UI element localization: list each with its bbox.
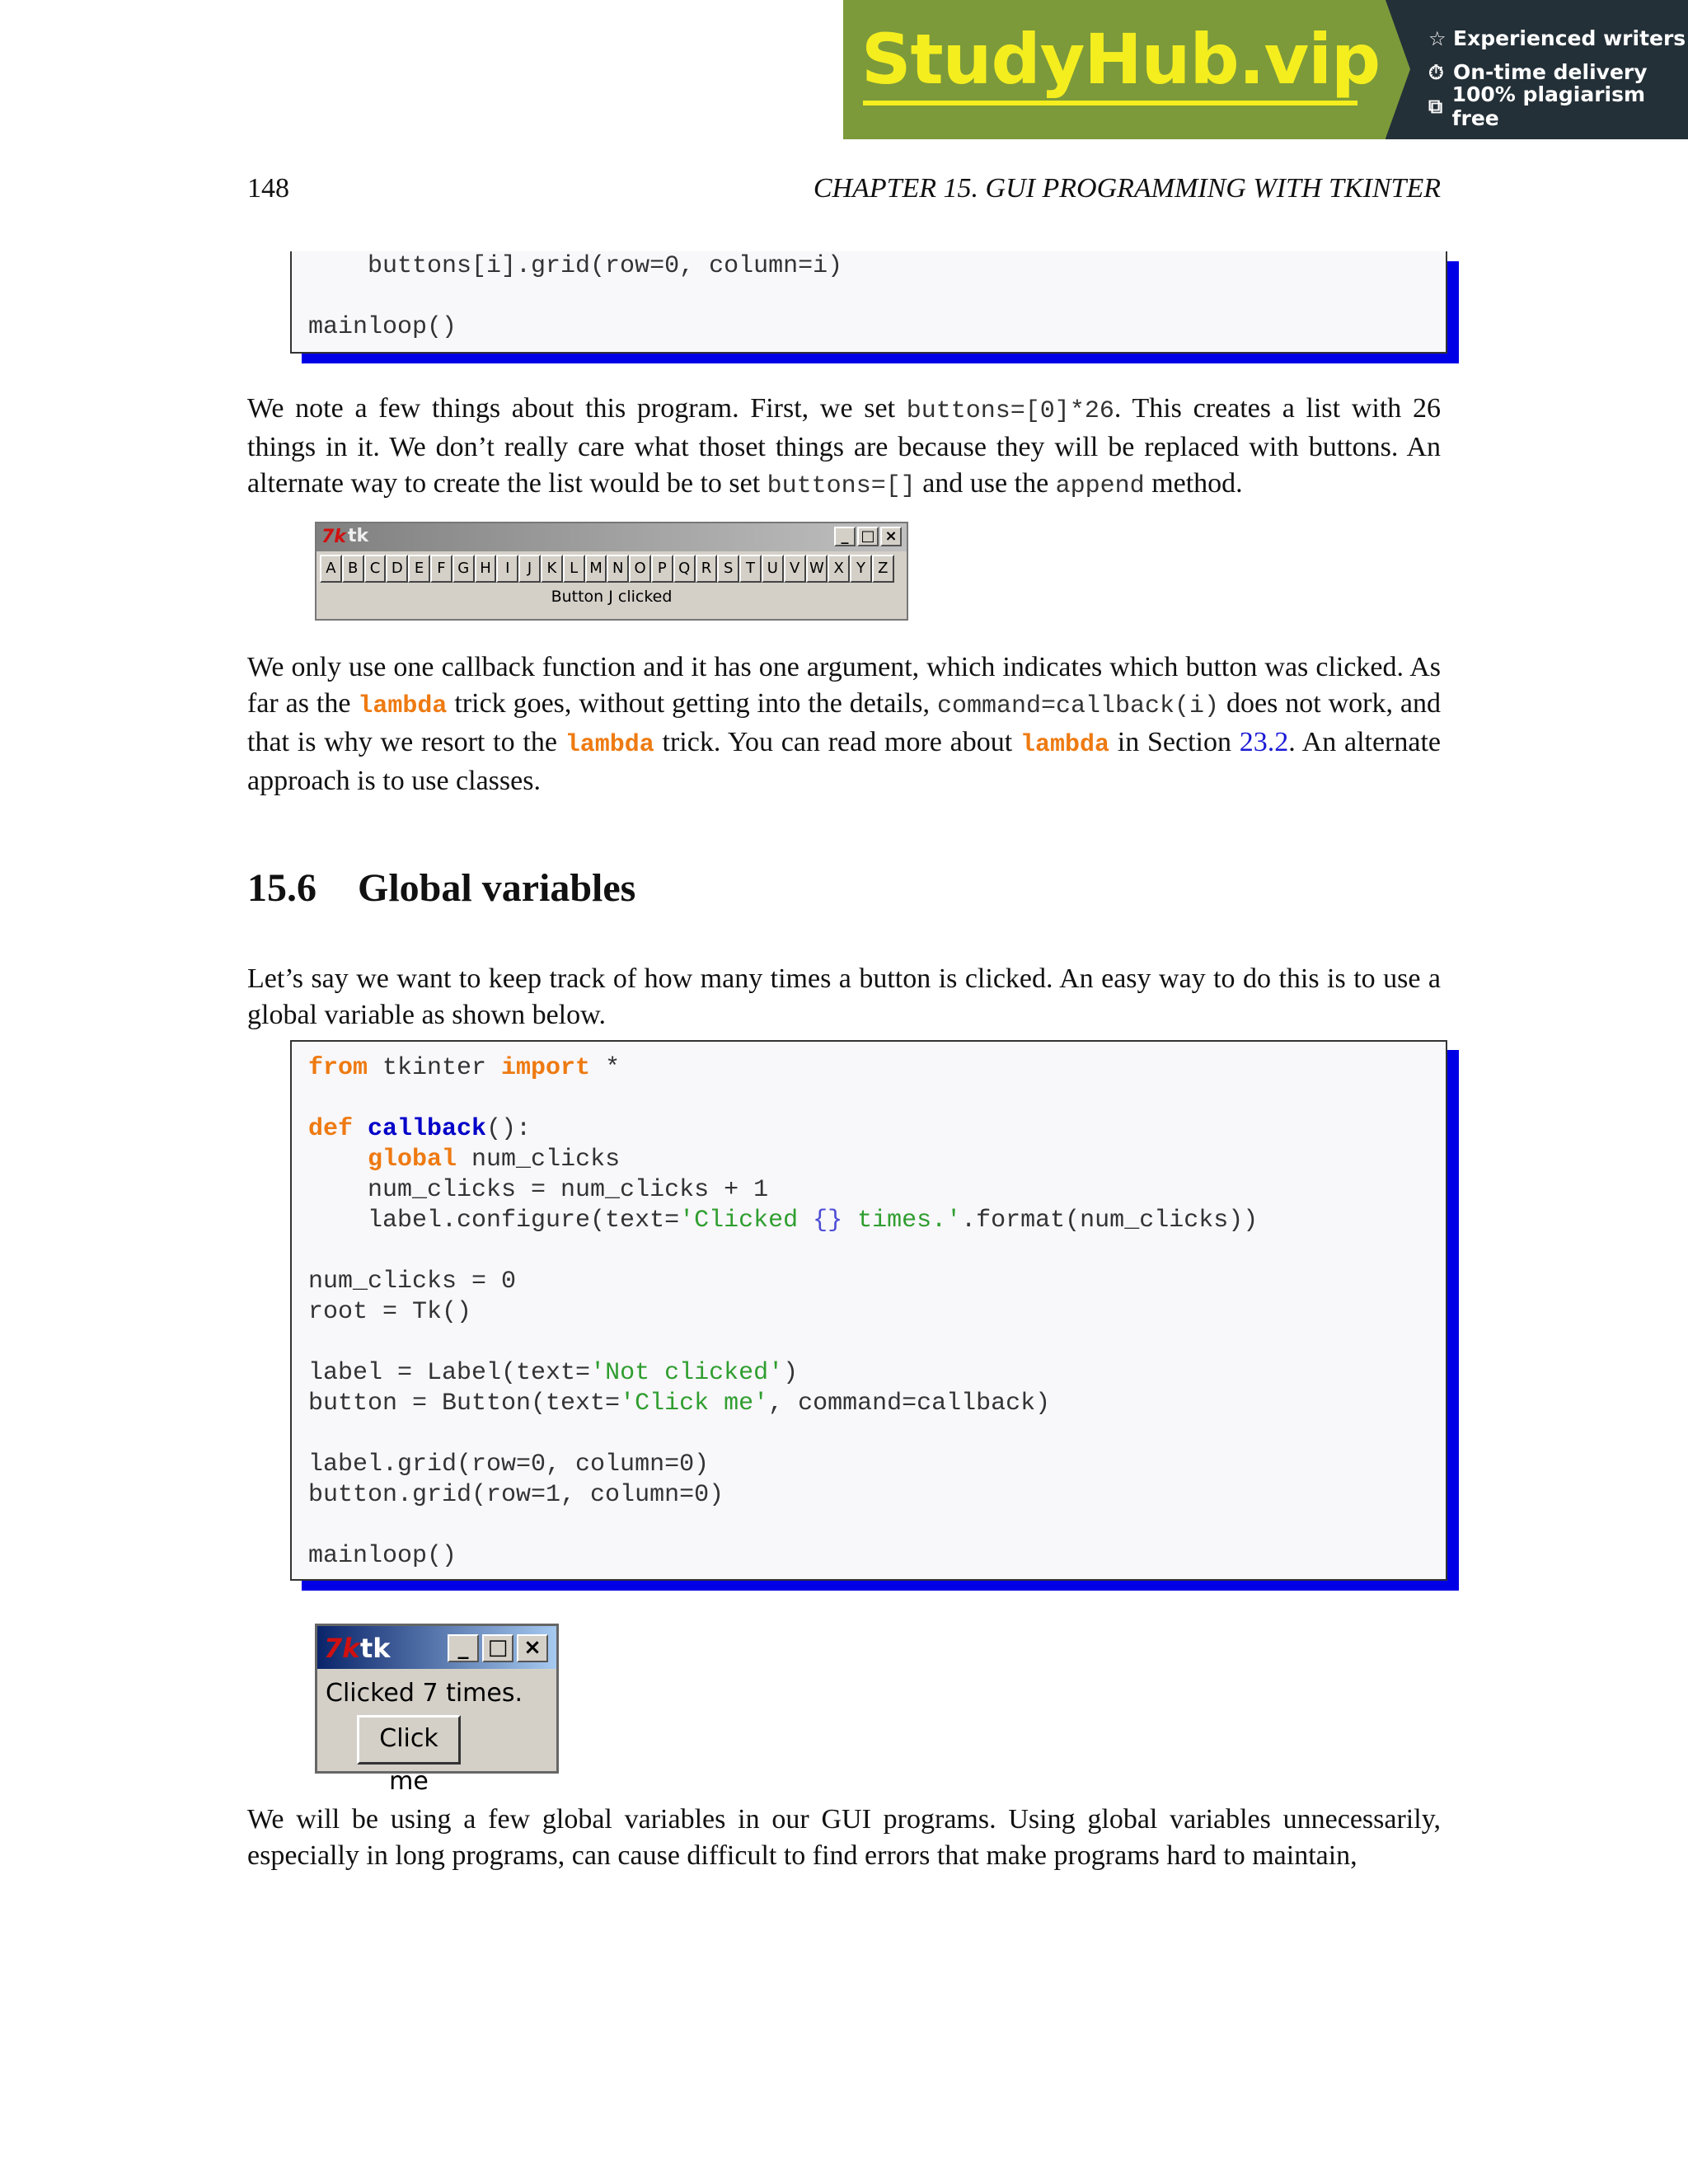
code-text: label = Label(text= bbox=[308, 1359, 591, 1387]
letter-button[interactable]: B bbox=[342, 555, 364, 583]
letter-button[interactable]: E bbox=[408, 555, 430, 583]
banner-arrow bbox=[1386, 0, 1410, 138]
text: and use the bbox=[915, 468, 1056, 499]
letter-button[interactable]: F bbox=[430, 555, 452, 583]
string-literal: 'Clicked bbox=[679, 1207, 814, 1235]
window-controls bbox=[834, 527, 902, 546]
section-heading bbox=[247, 865, 635, 911]
text: We note a few things about this program. First, we set bbox=[247, 393, 907, 424]
code-text: num_clicks = num_clicks + 1 bbox=[308, 1176, 769, 1204]
text: . This creates a list with 26 things in it. We don’t really care what thoset things are because they will be replaced with buttons. An alternate way to create the list would be to set bbox=[247, 393, 1441, 499]
letter-button[interactable]: G bbox=[452, 555, 475, 583]
code-text: tkinter bbox=[368, 1054, 502, 1082]
letter-button[interactable]: U bbox=[762, 555, 784, 583]
text: We will be using a few global variables in our GUI programs. Using global variables unnecessarily, especially in long programs, can cause difficult to find errors that make programs hard to maintain, bbox=[247, 1804, 1441, 1871]
keyword: def bbox=[308, 1115, 354, 1143]
code-text: mainloop() bbox=[308, 1542, 457, 1570]
inline-keyword: lambda bbox=[358, 692, 448, 720]
tk-logo-icon: 7k bbox=[324, 1633, 360, 1664]
code-text: root = Tk() bbox=[308, 1298, 472, 1326]
chapter-heading: CHAPTER 15. GUI PROGRAMMING WITH TKINTER bbox=[813, 173, 1441, 204]
keyword: import bbox=[501, 1054, 591, 1082]
code-text: num_clicks = 0 bbox=[308, 1268, 517, 1296]
inline-keyword: lambda bbox=[1020, 731, 1109, 759]
window-controls bbox=[448, 1634, 548, 1662]
code-text: label.grid(row=0, column=0) bbox=[308, 1451, 710, 1479]
section-number: 15.6 bbox=[247, 866, 316, 910]
feature-label: On-time delivery bbox=[1453, 60, 1648, 84]
section-title: Global variables bbox=[358, 866, 636, 910]
star-icon: ☆ bbox=[1428, 26, 1447, 50]
page-number: 148 bbox=[247, 173, 289, 204]
string-literal: 'Click me' bbox=[620, 1390, 769, 1418]
studyhub-banner[interactable] bbox=[843, 0, 1688, 139]
text: Let’s say we want to keep track of how many times a button is clicked. An easy way to do this is to use a global variable as shown below. bbox=[247, 963, 1441, 1030]
code-text: num_clicks bbox=[457, 1146, 621, 1174]
letter-button[interactable]: T bbox=[739, 555, 762, 583]
paragraph-1 bbox=[247, 391, 1441, 504]
letter-button[interactable]: M bbox=[585, 555, 607, 583]
text: trick. You can read more about bbox=[654, 727, 1020, 757]
clock-icon: ⏱ bbox=[1428, 60, 1444, 84]
text: in Section bbox=[1109, 727, 1240, 757]
letter-button[interactable]: Y bbox=[850, 555, 872, 583]
letter-button[interactable]: I bbox=[496, 555, 518, 583]
letter-button[interactable]: A bbox=[320, 555, 342, 583]
keyword: global bbox=[368, 1146, 457, 1174]
text: trick goes, without getting into the details, bbox=[447, 688, 937, 719]
code-text: .format(num_clicks)) bbox=[961, 1207, 1259, 1235]
text: We only use one callback function and it has one argument, which indicates which button was clicked. As far as the bbox=[247, 652, 1441, 719]
letter-button-row bbox=[316, 551, 907, 583]
code-text: (): bbox=[486, 1115, 532, 1143]
feature-label: Experienced writers bbox=[1453, 26, 1686, 50]
logo-underline bbox=[863, 101, 1357, 105]
letter-button[interactable]: V bbox=[784, 555, 806, 583]
letter-button[interactable]: Q bbox=[673, 555, 696, 583]
code-block bbox=[308, 1053, 1258, 1572]
inline-keyword: lambda bbox=[565, 731, 654, 759]
code-text: label.configure(text= bbox=[308, 1207, 680, 1235]
paragraph-4 bbox=[247, 1802, 1441, 1874]
function-name: callback bbox=[368, 1115, 487, 1143]
tk-window-letters bbox=[315, 522, 908, 621]
letter-button[interactable]: C bbox=[364, 555, 387, 583]
copy-icon: ⧉ bbox=[1428, 94, 1443, 118]
maximize-icon[interactable]: □ bbox=[857, 527, 879, 546]
keyword: from bbox=[308, 1054, 368, 1082]
inline-code: buttons=[0]*26 bbox=[906, 397, 1114, 425]
letter-button[interactable]: N bbox=[607, 555, 629, 583]
feature-label: 100% plagiarism free bbox=[1451, 82, 1646, 130]
section-link[interactable]: 23.2 bbox=[1239, 727, 1289, 757]
code-text: ) bbox=[783, 1359, 799, 1387]
inline-code: command=callback(i) bbox=[936, 692, 1220, 720]
letter-button[interactable]: K bbox=[541, 555, 563, 583]
letter-button[interactable]: Z bbox=[872, 555, 894, 583]
code-text: * bbox=[590, 1054, 621, 1082]
feature-experienced-writers bbox=[1428, 21, 1688, 55]
minimize-icon[interactable]: _ bbox=[448, 1634, 479, 1662]
letter-button[interactable]: W bbox=[806, 555, 828, 583]
format-placeholder: {} bbox=[813, 1207, 843, 1235]
text: . An alternate approach is to use classes. bbox=[247, 727, 1442, 796]
letter-button[interactable]: X bbox=[828, 555, 850, 583]
string-literal: 'Not clicked' bbox=[590, 1359, 784, 1387]
click-me-button[interactable]: Click me bbox=[357, 1715, 461, 1765]
feature-plagiarism-free bbox=[1428, 82, 1688, 130]
code-line: mainloop() bbox=[308, 313, 457, 341]
title-bar bbox=[316, 523, 907, 551]
clicked-count-label: Clicked 7 times. bbox=[326, 1679, 523, 1708]
tk-logo-icon: 7k bbox=[321, 527, 346, 547]
close-icon[interactable]: × bbox=[517, 1634, 548, 1662]
string-literal: times.' bbox=[842, 1207, 962, 1235]
letter-button[interactable]: S bbox=[717, 555, 739, 583]
tk-window-click-counter bbox=[315, 1624, 559, 1796]
inline-code: buttons=[] bbox=[767, 472, 916, 500]
letter-button[interactable]: R bbox=[696, 555, 718, 583]
studyhub-logo: StudyHub.vip bbox=[861, 19, 1381, 100]
code-text: button = Button(text= bbox=[308, 1390, 621, 1418]
close-icon[interactable]: × bbox=[880, 527, 902, 546]
letter-button[interactable]: P bbox=[651, 555, 673, 583]
text: does not work, and that is why we resort to the bbox=[247, 688, 1441, 757]
code-text: , command=callback) bbox=[768, 1390, 1051, 1418]
window-title: tk bbox=[360, 1633, 391, 1664]
window-title: tk bbox=[348, 526, 369, 546]
code-listing-2 bbox=[290, 1040, 1447, 1581]
paragraph-3 bbox=[247, 961, 1441, 1033]
maximize-icon[interactable]: □ bbox=[482, 1634, 513, 1662]
banner-features bbox=[1386, 0, 1688, 139]
letter-button[interactable]: J bbox=[518, 555, 541, 583]
banner-logo-area bbox=[843, 0, 1386, 139]
code-line: buttons[i].grid(row=0, column=i) bbox=[308, 252, 843, 280]
letter-button[interactable]: O bbox=[629, 555, 651, 583]
title-bar bbox=[317, 1626, 556, 1669]
code-text: button.grid(row=1, column=0) bbox=[308, 1481, 724, 1509]
minimize-icon[interactable]: _ bbox=[834, 527, 856, 546]
status-label: Button J clicked bbox=[551, 588, 673, 606]
text: method. bbox=[1144, 468, 1243, 499]
letter-button[interactable]: L bbox=[563, 555, 585, 583]
code-listing-1 bbox=[290, 251, 1447, 354]
inline-code: append bbox=[1055, 472, 1145, 500]
letter-button[interactable]: D bbox=[386, 555, 408, 583]
paragraph-2 bbox=[247, 649, 1441, 799]
letter-button[interactable]: H bbox=[475, 555, 497, 583]
